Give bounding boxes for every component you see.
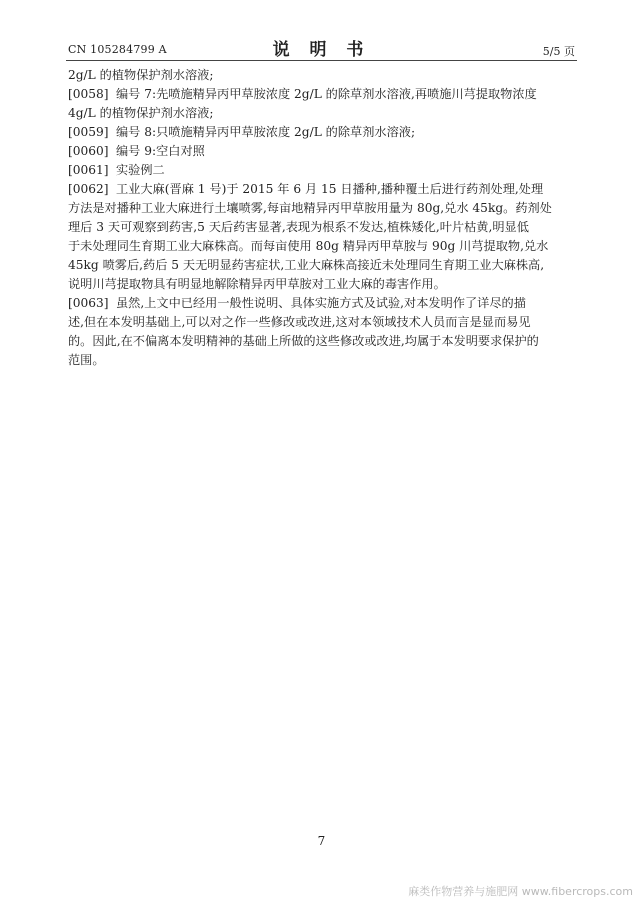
text-line (68, 123, 578, 142)
text-line (68, 104, 578, 123)
paragraph-number: [0059] (68, 125, 109, 139)
text-line (68, 275, 578, 294)
paragraph (68, 85, 578, 123)
paragraph-text: 编号 7:先喷施精异丙甲草胺浓度 2g/L 的除草剂水溶液,再喷施川芎提取物浓度 (116, 87, 537, 101)
paragraph-text: 虽然,上文中已经用一般性说明、具体实施方式及试验,对本发明作了详尽的描 (116, 296, 526, 310)
paragraph-text: 于未处理同生育期工业大麻株高。而每亩使用 80g 精异丙甲草胺与 90g 川芎提取物,兑水 (68, 239, 549, 253)
text-line (68, 66, 578, 85)
paragraph-text: 的。因此,在不偏离本发明精神的基础上所做的这些修改或改进,均属于本发明要求保护的 (68, 334, 539, 348)
paragraph-text: 说明川芎提取物具有明显地解除精异丙甲草胺对工业大麻的毒害作用。 (68, 277, 446, 291)
text-line (68, 256, 578, 275)
paragraph-text: 2g/L 的植物保护剂水溶液; (68, 68, 214, 82)
paragraph-text: 述,但在本发明基础上,可以对之作一些修改或改进,这对本领域技术人员而言是显而易见 (68, 315, 531, 329)
paragraph-text: 方法是对播种工业大麻进行土壤喷雾,每亩地精异丙甲草胺用量为 80g,兑水 45kg。药剂处 (68, 201, 552, 215)
paragraph-text: 编号 9:空白对照 (116, 144, 205, 158)
paragraph-number: [0058] (68, 87, 109, 101)
document-body (68, 66, 578, 370)
text-line (68, 142, 578, 161)
paragraph-text: 45kg 喷雾后,药后 5 天无明显药害症状,工业大麻株高接近未处理同生育期工业大麻株高, (68, 258, 545, 272)
text-line (68, 294, 578, 313)
text-line (68, 218, 578, 237)
paragraph (68, 142, 578, 161)
publication-number: CN 105284799 A (68, 43, 167, 56)
page-number: 7 (317, 834, 326, 848)
watermark: 麻类作物营养与施肥网 www.fibercrops.com (408, 885, 633, 898)
paragraph-number: [0061] (68, 163, 109, 177)
text-line (68, 161, 578, 180)
text-line (68, 180, 578, 199)
paragraph-text: 范围。 (68, 353, 105, 367)
text-line (68, 85, 578, 104)
document-title: 说 明 书 (272, 40, 371, 60)
paragraph (68, 294, 578, 370)
paragraph (68, 123, 578, 142)
text-line (68, 237, 578, 256)
header-rule (66, 60, 577, 61)
paragraph (68, 66, 578, 85)
paragraph-number: [0063] (68, 296, 109, 310)
paragraph-number: [0060] (68, 144, 109, 158)
paragraph-number: [0062] (68, 182, 109, 196)
paragraph-text: 工业大麻(晋麻 1 号)于 2015 年 6 月 15 日播种,播种覆土后进行药剂处理,处理 (116, 182, 544, 196)
paragraph-text: 编号 8:只喷施精异丙甲草胺浓度 2g/L 的除草剂水溶液; (116, 125, 416, 139)
text-line (68, 199, 578, 218)
page-header (68, 33, 575, 59)
paragraph-text: 实验例二 (116, 163, 165, 177)
page-indicator: 5/5 页 (542, 45, 575, 58)
paragraph-text: 4g/L 的植物保护剂水溶液; (68, 106, 214, 120)
paragraph (68, 161, 578, 180)
text-line (68, 351, 578, 370)
paragraph-text: 理后 3 天可观察到药害,5 天后药害显著,表现为根系不发达,植株矮化,叶片枯黄,明显低 (68, 220, 529, 234)
paragraph (68, 180, 578, 294)
text-line (68, 313, 578, 332)
text-line (68, 332, 578, 351)
